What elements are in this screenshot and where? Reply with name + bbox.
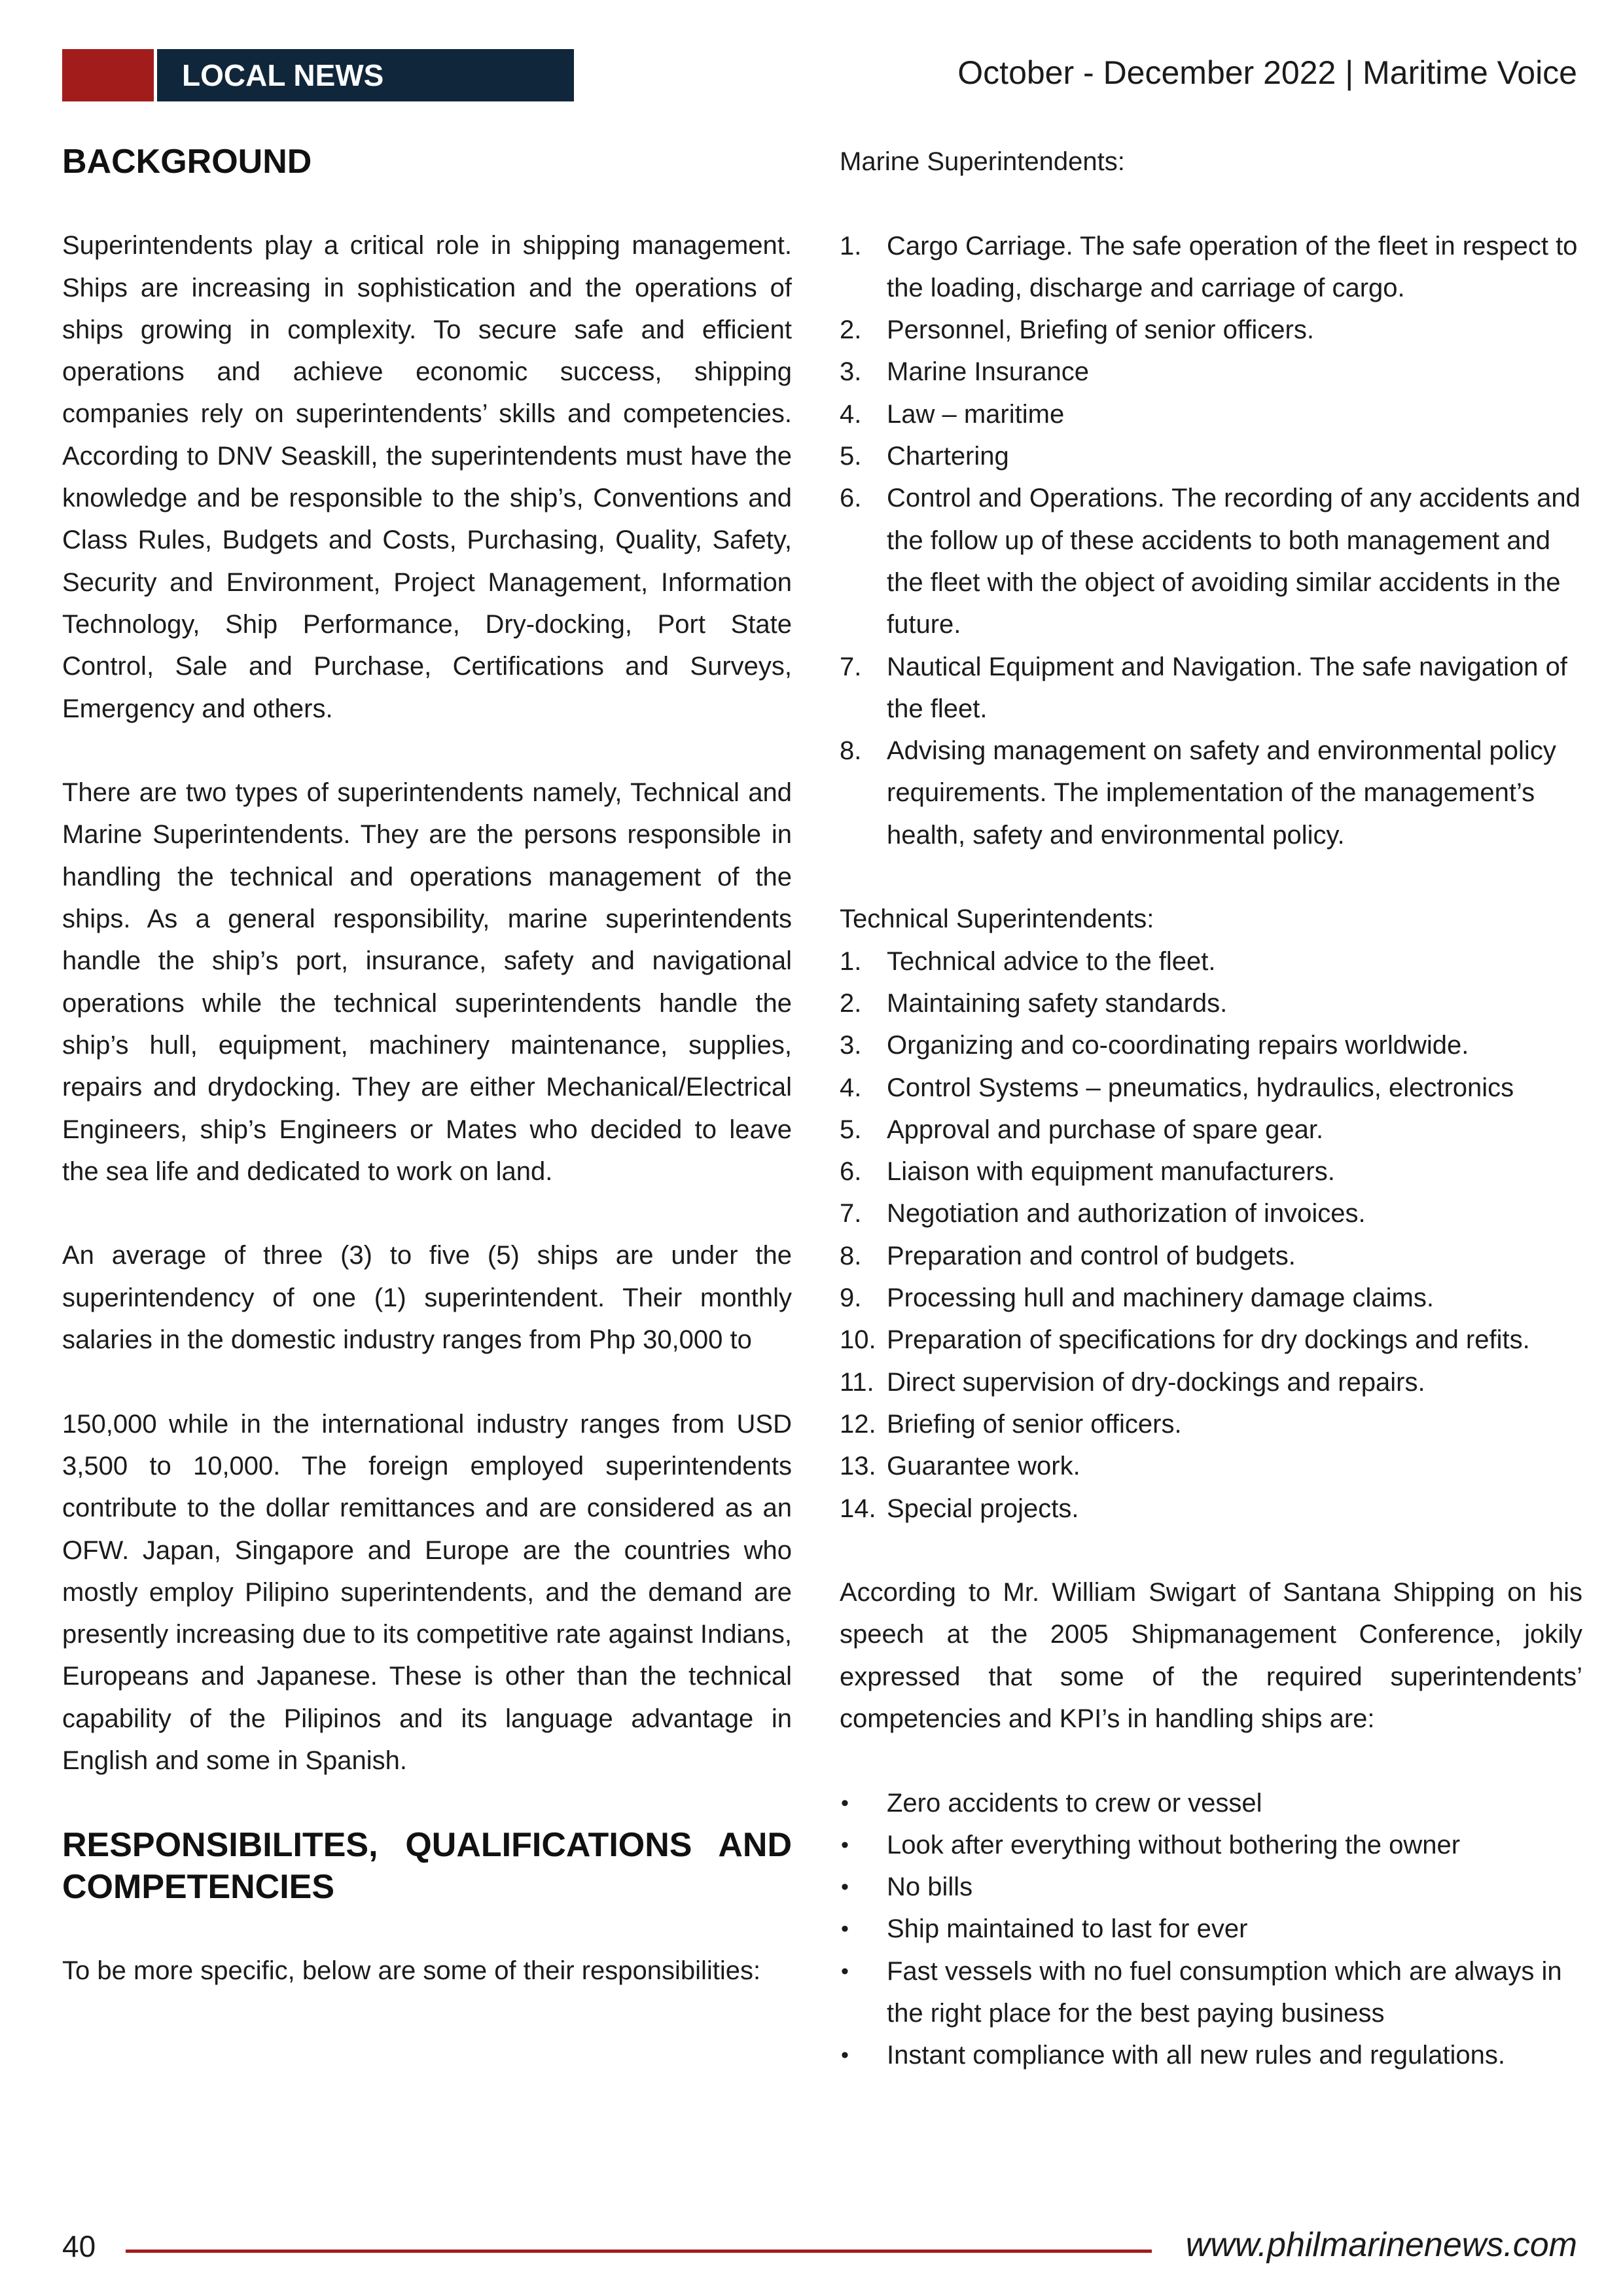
list-item-text: Liaison with equipment manufacturers. (887, 1157, 1335, 1187)
list-item (840, 1488, 1582, 1530)
list-number: 4. (840, 399, 862, 429)
header-accent-bar (62, 49, 154, 101)
list-number: 12. (840, 1409, 876, 1439)
list-number: 10. (840, 1325, 876, 1355)
bullet-icon: • (841, 1874, 849, 1900)
list-item (840, 435, 1582, 477)
list-item (840, 1824, 1582, 1866)
list-item-text: Preparation of specifications for dry dockings and refits. (887, 1325, 1530, 1355)
list-item (840, 1445, 1582, 1487)
list-item-text: Zero accidents to crew or vessel (887, 1788, 1262, 1818)
list-item-text: No bills (887, 1873, 973, 1902)
responsibilities-heading: RESPONSIBILITES, QUALIFICATIONS AND COMPETENCIES (62, 1825, 792, 1906)
list-item (840, 1024, 1582, 1066)
section-label: LOCAL NEWS (157, 49, 574, 101)
list-number: 13. (840, 1452, 876, 1481)
list-number: 7. (840, 652, 862, 681)
right-column (840, 141, 1582, 2077)
list-number: 6. (840, 484, 862, 513)
list-item (840, 1109, 1582, 1151)
list-item (840, 1782, 1582, 1824)
list-number: 1. (840, 946, 862, 976)
list-item (840, 477, 1582, 645)
marine-responsibilities-list (840, 225, 1582, 856)
kpi-bullet-list (840, 1782, 1582, 2077)
list-item-text: Special projects. (887, 1494, 1079, 1523)
list-item-text: Negotiation and authorization of invoices. (887, 1199, 1366, 1229)
list-number: 8. (840, 1241, 862, 1270)
background-paragraph-2: There are two types of superintendents namely, Technical and Marine Superintendents. They are the persons responsible in handling the technical and operations management of the ships. As a general responsibility, marine superintendents handle the ship’s port, insurance, safety and navigational operations while the technical superintendents handle the ship’s hull, equipment, machinery maintenance, supplies, repairs and drydocking. They are either Mechanical/Electrical Engineers, ship’s Engineers or Mates who decided to leave the sea life and dedicated to work on land. (62, 778, 792, 1186)
list-item-text: Guarantee work. (887, 1452, 1080, 1481)
list-item-text: Personnel, Briefing of senior officers. (887, 315, 1314, 345)
issue-title: October - December 2022 | Maritime Voice (957, 54, 1577, 91)
list-item (840, 393, 1582, 435)
footer-url: www.philmarinenews.com (1185, 2226, 1577, 2264)
list-item (840, 1361, 1582, 1403)
list-number: 4. (840, 1073, 862, 1102)
list-item-text: Fast vessels with no fuel consumption which are always in the right place for the best paying business (887, 1956, 1562, 2028)
list-item-text: Preparation and control of budgets. (887, 1241, 1296, 1270)
list-number: 6. (840, 1157, 862, 1187)
list-item (840, 941, 1582, 982)
list-item-text: Organizing and co-coordinating repairs worldwide. (887, 1031, 1469, 1060)
list-item (840, 1866, 1582, 1908)
list-item-text: Nautical Equipment and Navigation. The safe navigation of the fleet. (887, 652, 1567, 723)
background-paragraph-3: An average of three (3) to five (5) ships are under the superintendency of one (1) superintendent. Their monthly salaries in the domestic industry ranges from Php 30,000 to (62, 1241, 792, 1355)
list-item (840, 309, 1582, 351)
list-item (840, 1235, 1582, 1277)
list-number: 11. (840, 1367, 874, 1397)
list-number: 9. (840, 1283, 862, 1313)
list-item (840, 1908, 1582, 1950)
list-item (840, 982, 1582, 1024)
list-item (840, 351, 1582, 393)
list-item-text: Advising management on safety and environmental policy requirements. The implementation of the management’s health, safety and environmental policy. (887, 736, 1556, 850)
list-number: 2. (840, 315, 862, 345)
left-column (62, 141, 792, 1992)
marine-superintendents-label: Marine Superintendents: (840, 147, 1125, 176)
list-item-text: Look after everything without bothering the owner (887, 1830, 1461, 1859)
list-item-text: Briefing of senior officers. (887, 1409, 1182, 1439)
list-item (840, 1151, 1582, 1193)
background-paragraph-4: 150,000 while in the international industry ranges from USD 3,500 to 10,000. The foreign employed superintendents contribute to the dollar remittances and are considered as an OFW. Japan, Singapore and Europe are the countries who mostly employ Pilipino superintendents, and the demand are presently increasing due to its competitive rate against Indians, Europeans and Japanese. These is other than the technical capability of the Pilipinos and its language advantage in English and some in Spanish. (62, 1409, 792, 1775)
list-item-text: Control Systems – pneumatics, hydraulics, electronics (887, 1073, 1514, 1102)
list-item (840, 225, 1582, 310)
list-item (840, 1193, 1582, 1234)
page-number: 40 (62, 2229, 96, 2263)
list-item-text: Maintaining safety standards. (887, 988, 1228, 1018)
list-item (840, 1277, 1582, 1319)
list-item (840, 1319, 1582, 1361)
list-item (840, 646, 1582, 730)
list-number: 8. (840, 736, 862, 766)
bullet-icon: • (841, 2043, 849, 2068)
list-item-text: Instant compliance with all new rules and regulations. (887, 2041, 1505, 2070)
bullet-icon: • (841, 1832, 849, 1857)
list-item-text: Direct supervision of dry-dockings and repairs. (887, 1367, 1425, 1397)
list-item (840, 1067, 1582, 1109)
list-item-text: Law – maritime (887, 399, 1065, 429)
background-heading: BACKGROUND (62, 143, 312, 181)
list-number: 3. (840, 357, 862, 387)
list-number: 7. (840, 1199, 862, 1229)
bullet-icon: • (841, 1958, 849, 1984)
swigart-paragraph: According to Mr. William Swigart of Santana Shipping on his speech at the 2005 Shipmanagement Conference, jokily expressed that some of the required superintendents’ competencies and KPI’s in handling ships are: (840, 1578, 1582, 1733)
list-item-text: Control and Operations. The recording of any accidents and the follow up of these accidents to both management and the fleet with the object of avoiding similar accidents in the future. (887, 484, 1580, 639)
list-number: 1. (840, 231, 862, 260)
list-item-text: Marine Insurance (887, 357, 1090, 387)
responsibilities-intro: To be more specific, below are some of their responsibilities: (62, 1956, 761, 1985)
bullet-icon: • (841, 1790, 849, 1816)
list-number: 3. (840, 1031, 862, 1060)
footer-divider (126, 2250, 1152, 2253)
list-item-text: Chartering (887, 442, 1009, 471)
bullet-icon: • (841, 1916, 849, 1942)
list-item (840, 1950, 1582, 2035)
list-item (840, 2034, 1582, 2076)
technical-superintendents-label: Technical Superintendents: (840, 905, 1154, 934)
list-item-text: Ship maintained to last for ever (887, 1914, 1248, 1944)
list-item-text: Technical advice to the fleet. (887, 946, 1216, 976)
list-number: 5. (840, 1115, 862, 1144)
list-item (840, 730, 1582, 856)
background-paragraph-1: Superintendents play a critical role in shipping management. Ships are increasing in sophistication and the operations of ships growing in complexity. To secure safe and efficient operations and achieve economic success, shipping companies rely on superintendents’ skills and competencies. According to DNV Seaskill, the superintendents must have the knowledge and be responsible to the ship’s, Conventions and Class Rules, Budgets and Costs, Purchasing, Quality, Safety, Security and Environment, Project Management, Information Technology, Ship Performance, Dry-docking, Port State Control, Sale and Purchase, Certifications and Surveys, Emergency and others. (62, 231, 792, 723)
list-number: 2. (840, 988, 862, 1018)
list-item-text: Processing hull and machinery damage claims. (887, 1283, 1434, 1313)
list-item (840, 1403, 1582, 1445)
list-item-text: Approval and purchase of spare gear. (887, 1115, 1324, 1144)
list-number: 14. (840, 1494, 876, 1523)
list-number: 5. (840, 442, 862, 471)
list-item-text: Cargo Carriage. The safe operation of the fleet in respect to the loading, discharge and carriage of cargo. (887, 231, 1578, 302)
technical-responsibilities-list (840, 941, 1582, 1530)
